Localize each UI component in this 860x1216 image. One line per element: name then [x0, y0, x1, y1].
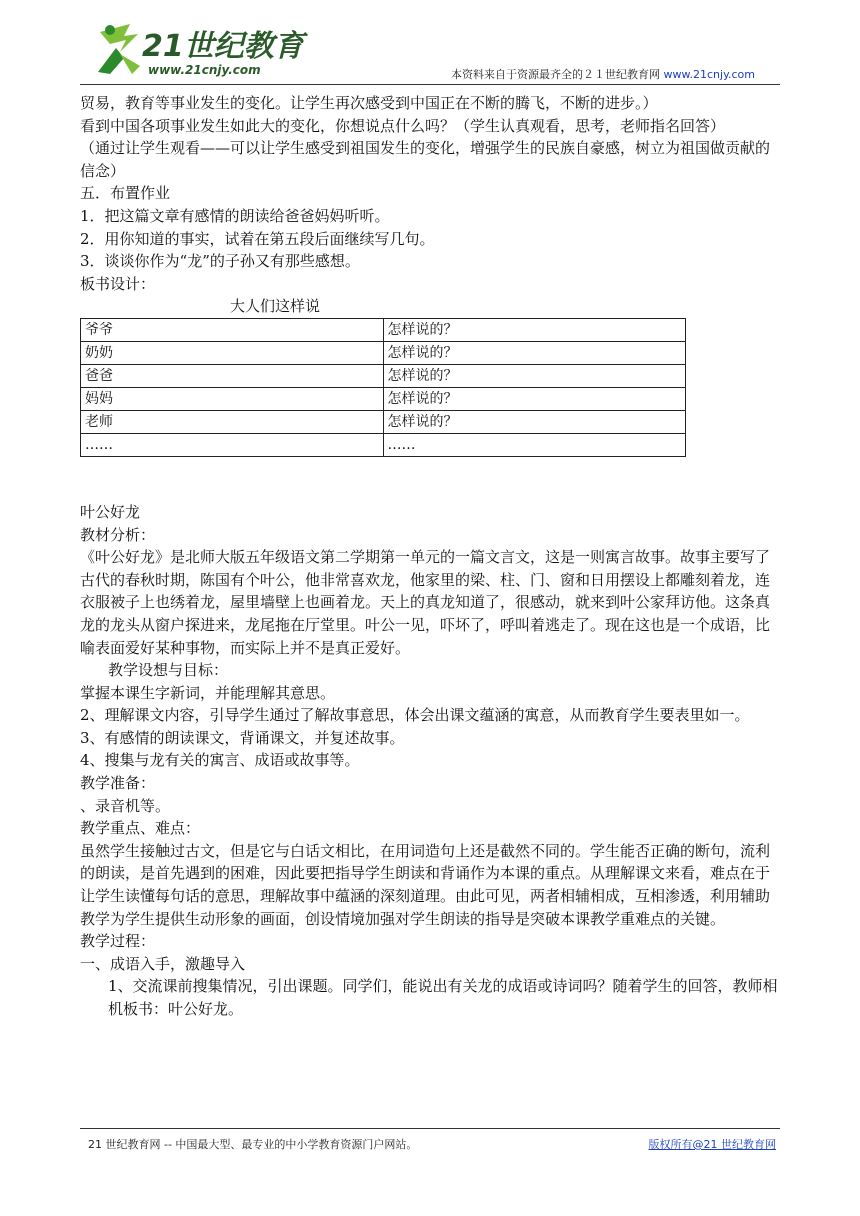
paragraph: 《叶公好龙》是北师大版五年级语文第二学期第一单元的一篇文言文，这是一则寓言故事。故事主要写了古代的春秋时期，陈国有个叶公，他非常喜欢龙，他家里的梁、柱、门、窗和日用摆设上都雕刻着龙，连衣服被子上也绣着龙，屋里墙壁上也画着龙。天上的真龙知道了，很感动，就来到叶公家拜访他。这条真龙的龙头从窗户探进来，龙尾拖在厅堂里。叶公一见，吓坏了，呼叫着逃走了。现在这也是一个成语，比喻表面爱好某种事物，而实际上并不是真正爱好。 — [80, 548, 771, 657]
table-row — [81, 341, 686, 364]
table-cell: 爷爷 — [81, 318, 384, 341]
section-heading: 板书设计： — [80, 274, 156, 293]
table-cell: 奶奶 — [81, 341, 384, 364]
paragraph: 贸易，教育等事业发生的变化。让学生再次感受到中国正在不断的腾飞，不断的进步。） — [80, 94, 658, 112]
footer-divider — [80, 1128, 780, 1129]
table-cell: 怎样说的？ — [383, 410, 686, 433]
section-heading: 教学设想与目标： — [108, 661, 229, 680]
table-row — [81, 410, 686, 433]
table-cell: …… — [81, 433, 384, 456]
paragraph: 看到中国各项事业发生如此大的变化，你想说点什么吗？（学生认真观看，思考，老师指名回答） — [80, 116, 726, 135]
copyright-link[interactable]: 版权所有@21 世纪教育网 — [648, 1138, 776, 1151]
footer-text: 21 世纪教育网 -- 中国最大型、最专业的中小学教育资源门户网站。 — [88, 1138, 418, 1151]
paragraph: 、录音机等。 — [80, 796, 171, 815]
page-header — [0, 0, 860, 90]
section-heading: 五．布置作业 — [80, 184, 171, 203]
table-cell: 怎样说的？ — [383, 387, 686, 410]
header-note: 本资料来自于资源最齐全的２１世纪教育网 www.21cnjy.com — [451, 68, 755, 81]
paragraph: （通过让学生观看——可以让学生感受到祖国发生的变化，增强学生的民族自豪感，树立为祖国做贡献的信念） — [80, 139, 771, 180]
list-item: 3、有感情的朗读课文，背诵课文，并复述故事。 — [80, 728, 405, 747]
21cnjy-logo — [80, 14, 304, 84]
table-cell: 老师 — [81, 410, 384, 433]
header-divider — [80, 84, 780, 85]
table-cell: 怎样说的？ — [383, 318, 686, 341]
paragraph: 1、交流课前搜集情况，引出课题。同学们，能说出有关龙的成语或诗词吗？随着学生的回答，教师相机板书：叶公好龙。 — [108, 977, 778, 1018]
table-row — [81, 364, 686, 387]
list-item: 1．把这篇文章有感情的朗读给爸爸妈妈听听。 — [80, 206, 390, 225]
section-heading: 教学重点、难点： — [80, 819, 201, 838]
table-cell: 怎样说的？ — [383, 341, 686, 364]
paragraph: 虽然学生接触过古文，但是它与白话文相比，在用词造句上还是截然不同的。学生能否正确的断句，流利的朗读，是首先遇到的困难，因此要把指导学生朗读和背诵作为本课的重点。从理解课文来看，难点在于让学生读懂每句话的意思，理解故事中蕴涵的深刻道理。由此可见，两者相辅相成，互相渗透，利用辅助教学为学生提供生动形象的画面，创设情境加强对学生朗读的指导是突破本课教学重难点的关键。 — [80, 841, 771, 928]
table-title: 大人们这样说 — [230, 297, 321, 316]
table-cell: …… — [383, 433, 686, 456]
table-row — [81, 318, 686, 341]
table-cell: 爸爸 — [81, 364, 384, 387]
section-heading: 一、成语入手，激趣导入 — [80, 954, 246, 973]
list-item: 4、搜集与龙有关的寓言、成语或故事等。 — [80, 751, 360, 770]
list-item: 2．用你知道的事实，试着在第五段后面继续写几句。 — [80, 229, 435, 248]
list-item: 掌握本课生字新词，并能理解其意思。 — [80, 683, 336, 702]
svg-text:21世纪教育: 21世纪教育 — [142, 29, 304, 64]
lesson-title: 叶公好龙 — [80, 502, 141, 521]
section-heading: 教学准备： — [80, 774, 156, 793]
section-heading: 教材分析： — [80, 525, 156, 544]
svg-text:www.21cnjy.com: www.21cnjy.com — [148, 63, 261, 77]
table-row — [81, 387, 686, 410]
section-heading: 教学过程： — [80, 932, 156, 951]
table-cell: 妈妈 — [81, 387, 384, 410]
table-row — [81, 433, 686, 456]
table-cell: 怎样说的？ — [383, 364, 686, 387]
board-design-table — [80, 318, 686, 457]
list-item: 2、理解课文内容，引导学生通过了解故事意思，体会出课文蕴涵的寓意，从而教育学生要表里如一。 — [80, 706, 750, 725]
document-body — [80, 92, 782, 1021]
list-item: 3．谈谈你作为“龙”的子孙又有那些感想。 — [80, 252, 360, 271]
